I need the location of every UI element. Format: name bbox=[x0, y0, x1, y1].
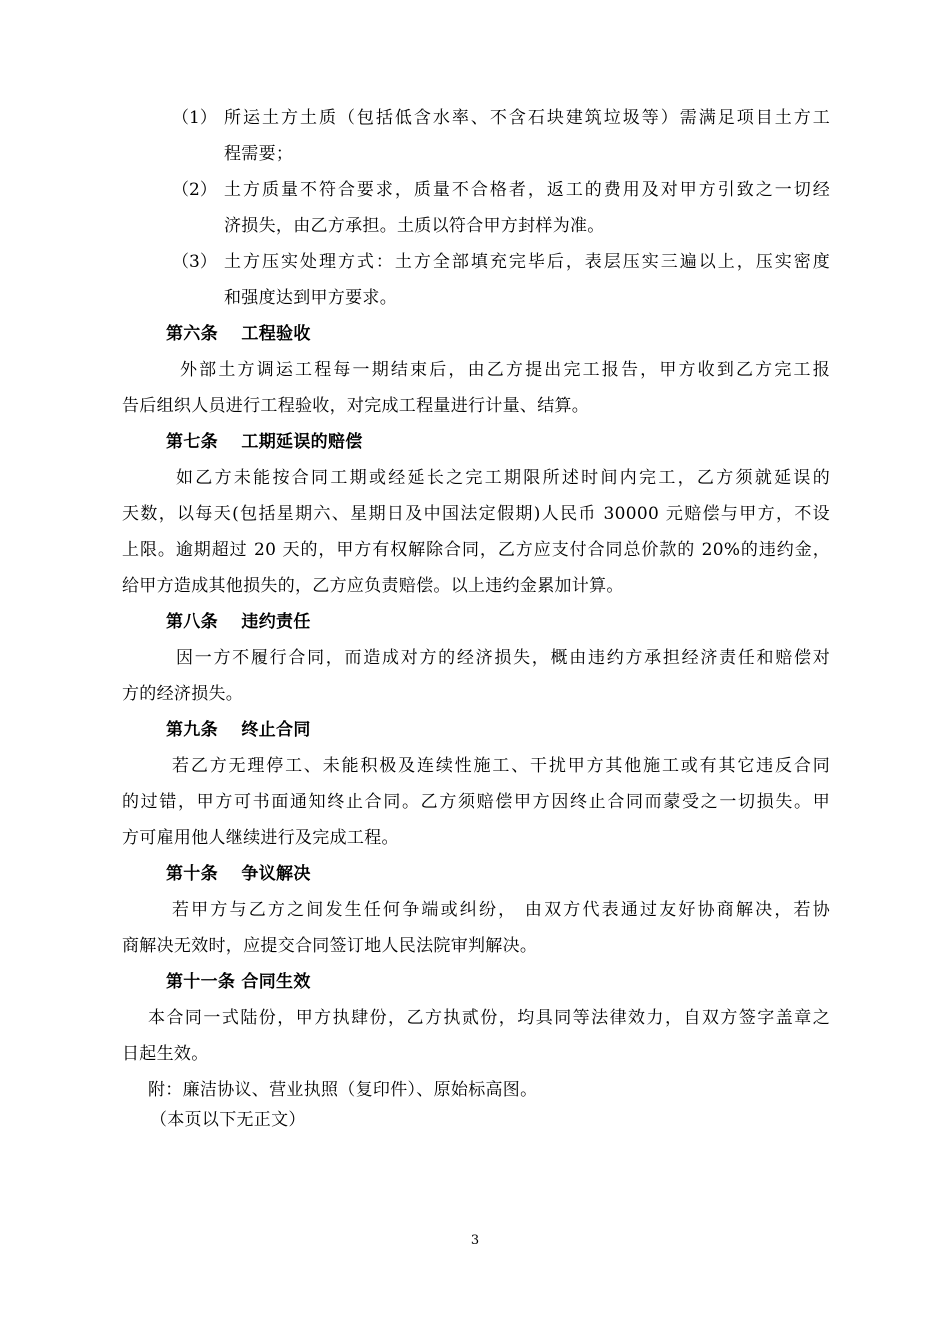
list-item-text: 和强度达到甲方要求。 bbox=[224, 288, 397, 308]
article-text: 如乙方未能按合同工期或经延长之完工期限所述时间内完工，乙方须就延误的 bbox=[176, 468, 830, 488]
article-heading: 第八条 违约责任 bbox=[166, 612, 311, 632]
article-text: 日起生效。 bbox=[122, 1044, 209, 1064]
article-heading: 第六条 工程验收 bbox=[166, 324, 311, 344]
article-text: 给甲方造成其他损失的，乙方应负责赔偿。以上违约金累加计算。 bbox=[122, 576, 624, 596]
article-text: 若甲方与乙方之间发生任何争端或纠纷， 由双方代表通过友好协商解决，若协 bbox=[172, 900, 830, 920]
article-heading: 第十条 争议解决 bbox=[166, 864, 311, 884]
list-item-number: （2） bbox=[172, 180, 217, 200]
article-text: 方的经济损失。 bbox=[122, 684, 244, 704]
list-item-text: 济损失，由乙方承担。土质以符合甲方封样为准。 bbox=[224, 216, 605, 236]
list-item-text: 土方压实处理方式：土方全部填充完毕后，表层压实三遍以上，压实密度 bbox=[224, 252, 830, 272]
article-text: 外部土方调运工程每一期结束后，由乙方提出完工报告，甲方收到乙方完工报 bbox=[180, 360, 830, 380]
article-heading: 第七条 工期延误的赔偿 bbox=[166, 432, 363, 452]
no-text-note: （本页以下无正文） bbox=[150, 1110, 306, 1130]
list-item-text: 程需要； bbox=[224, 144, 294, 164]
list-item-number: （3） bbox=[172, 252, 217, 272]
article-text: 若乙方无理停工、未能积极及连续性施工、干扰甲方其他施工或有其它违反合同 bbox=[172, 756, 830, 776]
list-item-text: 所运土方土质（包括低含水率、不含石块建筑垃圾等）需满足项目土方工 bbox=[224, 108, 830, 128]
article-text: 方可雇用他人继续进行及完成工程。 bbox=[122, 828, 399, 848]
article-text: 上限。逾期超过 20 天的，甲方有权解除合同，乙方应支付合同总价款的 20%的违约金， bbox=[122, 540, 830, 560]
article-heading: 第十一条 合同生效 bbox=[166, 972, 311, 992]
article-text: 商解决无效时，应提交合同签订地人民法院审判解决。 bbox=[122, 936, 538, 956]
article-text: 本合同一式陆份，甲方执肆份，乙方执贰份，均具同等法律效力，自双方签字盖章之 bbox=[148, 1008, 830, 1028]
page-number: 3 bbox=[470, 1233, 480, 1248]
article-text: 天数，以每天(包括星期六、星期日及中国法定假期)人民币 30000 元赔偿与甲方，不设 bbox=[122, 504, 830, 524]
attachment-note: 附：廉洁协议、营业执照（复印件）、原始标高图。 bbox=[148, 1080, 538, 1100]
article-text: 的过错，甲方可书面通知终止合同。乙方须赔偿甲方因终止合同而蒙受之一切损失。甲 bbox=[122, 792, 830, 812]
list-item-text: 土方质量不符合要求，质量不合格者，返工的费用及对甲方引致之一切经 bbox=[224, 180, 830, 200]
list-item-number: （1） bbox=[172, 108, 217, 128]
article-heading: 第九条 终止合同 bbox=[166, 720, 311, 740]
article-text: 因一方不履行合同，而造成对方的经济损失，概由违约方承担经济责任和赔偿对 bbox=[176, 648, 830, 668]
article-text: 告后组织人员进行工程验收，对完成工程量进行计量、结算。 bbox=[122, 396, 590, 416]
